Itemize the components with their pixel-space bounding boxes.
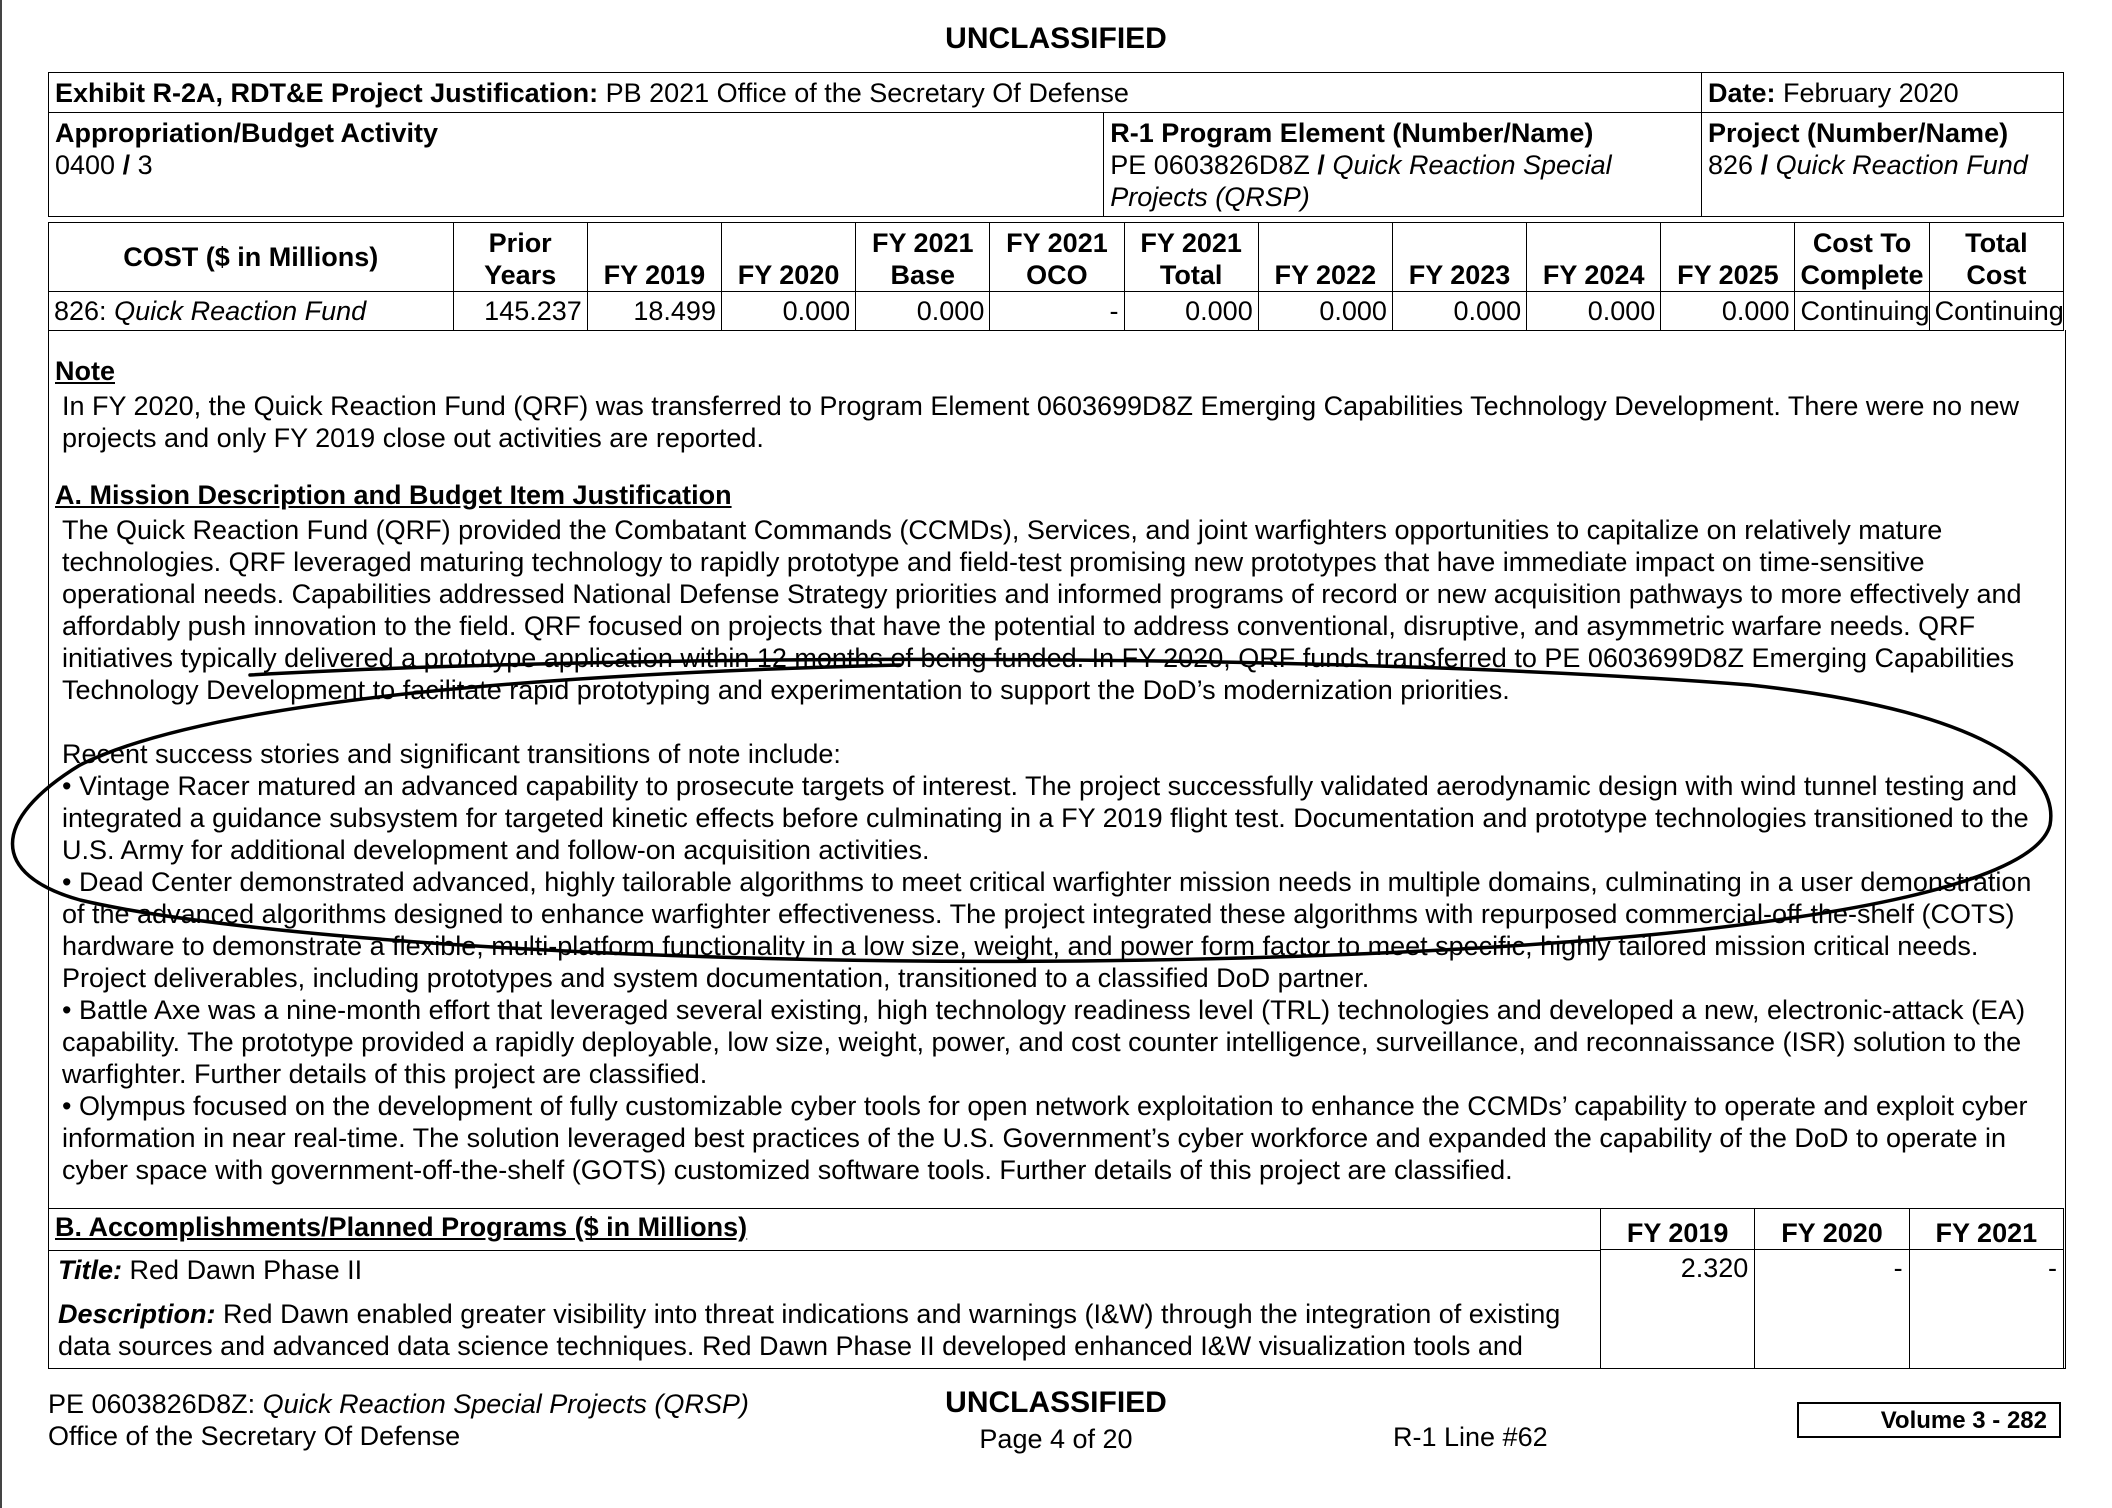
section-a-heading: A. Mission Description and Budget Item Justification [55, 480, 732, 510]
volume-box: Volume 3 - 282 [1797, 1402, 2061, 1438]
cost-header: FY 2023 [1392, 223, 1526, 292]
success-intro: Recent success stories and significant transitions of note include: [62, 739, 841, 769]
exhibit-title: PB 2021 Office of the Secretary Of Defense [605, 77, 1129, 108]
exhibit-type: RDT&E Project Justification: [230, 77, 599, 108]
appropriation-cell: Appropriation/Budget Activity 0400 / 3 [49, 113, 1104, 217]
cost-header: FY 2022 [1258, 223, 1392, 292]
date-label: Date: [1708, 77, 1776, 108]
page-number: Page 4 of 20 [979, 1424, 1133, 1454]
cost-header: Prior Years [453, 223, 587, 292]
fy-header: FY 2020 [1755, 1209, 1909, 1250]
project-number: 826 [1708, 150, 1754, 180]
cost-header: COST ($ in Millions) [49, 223, 454, 292]
note-text: In FY 2020, the Quick Reaction Fund (QRF) was transferred to Program Element 0603699D8Z Emerging Capabilities Technology Development. There were no new projects and only FY 2019 close out activities are reported. [62, 391, 2019, 453]
top-classification: UNCLASSIFIED [945, 22, 1167, 55]
cost-header: Total Cost [1929, 223, 2063, 292]
cost-cell: - [990, 292, 1124, 331]
program-description [58, 1298, 1588, 1362]
bullet-dead-center: • Dead Center demonstrated advanced, highly tailorable algorithms to meet critical warfighter mission needs in multiple domains, culminating in a user demonstration of the advanced algorithms designed to enhance warfighter effectiveness. The project integrated these algorithms with repurposed commercial-off-the-shelf (COTS) hardware to demonstrate a flexible, multi-platform functionality in a low size, weight, and power form factor to meet specific, highly tailored mission critical needs. Project deliverables, including prototypes and system documentation, transitioned to a classified DoD partner. [62, 867, 2032, 993]
cost-cell: 0.000 [1392, 292, 1526, 331]
fy-value: 2.320 [1601, 1250, 1755, 1369]
cost-cell: 0.000 [1527, 292, 1661, 331]
date-value: February 2020 [1783, 77, 1959, 108]
cost-cell: 0.000 [1124, 292, 1258, 331]
cost-table [48, 222, 2064, 331]
mission-paragraph: The Quick Reaction Fund (QRF) provided the Combatant Commands (CCMDs), Services, and joint warfighters opportunities to capitalize on relatively mature technologies. QRF leveraged maturing technology to rapidly prototype and field-test promising new prototypes that have immediate impact on time-sensitive operational needs. Capabilities addressed National Defense Strategy priorities and informed programs of record or new acquisition pathways to more effectively and affordably push innovation to the field. QRF focused on projects that have the potential to address conventional, disruptive, and asymmetric warfare needs. QRF initiatives typically delivered a prototype application within 12 months of being funded. In FY 2020, QRF funds transferred to PE 0603699D8Z Emerging Capabilities Technology Development to facilitate rapid prototyping and experimentation to support the DoD’s modernization priorities. [62, 515, 2022, 705]
appropriation-value: 0400 [55, 150, 116, 180]
date-cell [1702, 73, 2064, 113]
program-title: Red Dawn Phase II [129, 1255, 363, 1285]
appropriation-label: Appropriation/Budget Activity [55, 118, 438, 148]
project-label: Project (Number/Name) [1708, 118, 2009, 148]
bullet-battle-axe: • Battle Axe was a nine-month effort that leveraged several existing, high technology readiness level (TRL) technologies and developed a new, electronic-attack (EA) capability. The prototype provided a rapidly deployable, low size, weight, power, and cost counter intelligence, surveillance, and reconnaissance (ISR) solution to the warfighter. Further details of this project are classified. [62, 995, 2026, 1089]
cost-row-label: 826: Quick Reaction Fund [49, 292, 454, 331]
cost-cell: 18.499 [587, 292, 721, 331]
fy-header: FY 2019 [1601, 1209, 1755, 1250]
exhibit-title-cell: Exhibit R-2A, RDT&E Project Justification: PB 2021 Office of the Secretary Of Defense [49, 73, 1702, 113]
fy-header: FY 2021 [1909, 1209, 2063, 1250]
r1-line: R-1 Line #62 [1393, 1422, 1548, 1452]
cost-header: Cost To Complete [1795, 223, 1929, 292]
fy-value: - [1755, 1250, 1909, 1369]
description-text: Red Dawn enabled greater visibility into threat indications and warnings (I&W) through the integration of existing data sources and advanced data science techniques. Red Dawn Phase II developed enhanced I&W visualization tools and [58, 1299, 1561, 1361]
cost-header: FY 2021 Base [856, 223, 990, 292]
cost-header: FY 2019 [587, 223, 721, 292]
program-element-name: Quick Reaction Special Projects (QRSP) [1110, 150, 1612, 212]
project-cell: Project (Number/Name) 826 / Quick Reaction Fund [1702, 113, 2064, 217]
program-element-number: PE 0603826D8Z [1110, 150, 1310, 180]
title-label: Title: [58, 1255, 123, 1285]
cost-header: FY 2024 [1527, 223, 1661, 292]
program-title-line [58, 1254, 362, 1286]
bullet-olympus: • Olympus focused on the development of fully customizable cyber tools for open network exploitation to enhance the CCMDs’ capability to operate and exploit cyber information in near real-time. The solution leveraged best practices of the U.S. Government’s cyber workforce and expanded the capability of the DoD to operate in cyber space with government-off-the-shelf (GOTS) customized software tools. Further details of this project are classified. [62, 1091, 2028, 1185]
cost-cell: 0.000 [856, 292, 990, 331]
cost-cell: 0.000 [1258, 292, 1392, 331]
cost-header-row [49, 223, 2064, 292]
exhibit-label: Exhibit R-2A [55, 77, 216, 108]
accomplishments-row-rule [48, 1250, 1600, 1251]
cost-header: FY 2021 OCO [990, 223, 1124, 292]
cost-header: FY 2025 [1661, 223, 1795, 292]
hand-drawn-ellipse-annotation [0, 630, 2112, 970]
cost-cell: 145.237 [453, 292, 587, 331]
accomplishments-values-table [1600, 1208, 2064, 1369]
budget-activity-value: 3 [137, 150, 153, 180]
cost-cell: Continuing [1795, 292, 1929, 331]
bullet-vintage-racer: • Vintage Racer matured an advanced capability to prosecute targets of interest. The project successfully validated aerodynamic design with wind tunnel testing and integrated a guidance subsystem for targeted kinetic effects before culminating in a FY 2019 flight test. Documentation and prototype technologies transitioned to the U.S. Army for additional development and follow-on acquisition activities. [62, 771, 2029, 865]
cost-cell: 0.000 [1661, 292, 1795, 331]
description-label: Description: [58, 1299, 216, 1329]
cost-header: FY 2021 Total [1124, 223, 1258, 292]
ellipse-stroke [13, 659, 2051, 961]
footer-pe-name: Quick Reaction Special Projects (QRSP) [262, 1389, 749, 1419]
fy-value: - [1909, 1250, 2063, 1369]
accomplishments-top-rule [48, 1208, 1600, 1209]
cost-cell: 0.000 [721, 292, 855, 331]
cost-header: FY 2020 [721, 223, 855, 292]
project-name: Quick Reaction Fund [1775, 150, 2028, 180]
cost-data-row [49, 292, 2064, 331]
program-element-label: R-1 Program Element (Number/Name) [1110, 118, 1594, 148]
bottom-classification: UNCLASSIFIED [945, 1386, 1167, 1419]
cost-cell: Continuing [1929, 292, 2063, 331]
note-heading: Note [55, 356, 115, 386]
footer-office: Office of the Secretary Of Defense [48, 1421, 461, 1451]
program-element-cell: R-1 Program Element (Number/Name) PE 0603826D8Z / Quick Reaction Special Projects (QRSP) [1104, 113, 1702, 217]
section-b-heading: B. Accomplishments/Planned Programs ($ in Millions) [55, 1212, 748, 1242]
footer-pe-number: PE 0603826D8Z: [48, 1389, 256, 1419]
exhibit-header-table [48, 72, 2064, 217]
